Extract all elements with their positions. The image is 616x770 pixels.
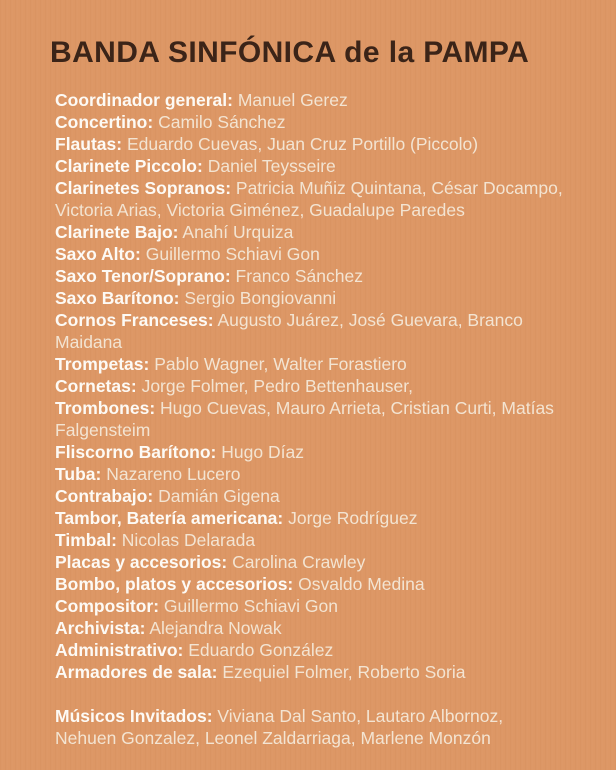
roster-line — [55, 463, 565, 485]
roster-value: Alejandra Nowak — [149, 618, 282, 638]
roster-line — [55, 133, 565, 155]
roster-value: Ezequiel Folmer, Roberto Soria — [222, 662, 466, 682]
roster-line — [55, 265, 565, 287]
roster-label: Saxo Alto: — [55, 244, 141, 264]
roster-label: Armadores de sala: — [55, 662, 218, 682]
roster-value: Carolina Crawley — [232, 552, 366, 572]
roster-value: Jorge Folmer, Pedro Bettenhauser, — [141, 376, 413, 396]
roster-line — [55, 89, 565, 111]
roster-label: Cornos Franceses: — [55, 310, 214, 330]
roster-value: Manuel Gerez — [237, 90, 348, 110]
roster-label: Tambor, Batería americana: — [55, 508, 284, 528]
roster-value: Anahí Urquiza — [182, 222, 294, 242]
page-title: BANDA SINFÓNICA de la PAMPA — [50, 36, 530, 69]
roster-line — [55, 243, 565, 265]
roster-line — [55, 529, 565, 551]
roster-label: Timbal: — [55, 530, 117, 550]
roster-label: Placas y accesorios: — [55, 552, 228, 572]
roster-label: Coordinador general: — [55, 90, 233, 110]
roster-label: Clarinetes Sopranos: — [55, 178, 232, 198]
roster-label: Tuba: — [55, 464, 102, 484]
roster-value: Nicolas Delarada — [121, 530, 256, 550]
roster-line — [55, 177, 565, 221]
roster-line — [55, 375, 565, 397]
roster-label: Bombo, platos y accesorios: — [55, 574, 294, 594]
roster-value: Nazareno Lucero — [106, 464, 241, 484]
roster-value: Camilo Sánchez — [158, 112, 286, 132]
roster-value: Hugo Díaz — [221, 442, 304, 462]
roster-line — [55, 661, 565, 683]
roster-value: Hugo Cuevas, Mauro Arrieta, Cristian Curti, Matías Falgensteim — [55, 398, 554, 440]
roster-line — [55, 353, 565, 375]
guests-line — [55, 705, 565, 749]
roster-label: Clarinete Bajo: — [55, 222, 179, 242]
roster-label: Archivista: — [55, 618, 146, 638]
roster-line — [55, 111, 565, 133]
roster-label: Compositor: — [55, 596, 160, 616]
roster-label: Administrativo: — [55, 640, 184, 660]
roster-label: Flautas: — [55, 134, 123, 154]
roster-line — [55, 617, 565, 639]
roster-value: Augusto Juárez, José Guevara, Branco Maidana — [55, 310, 523, 352]
roster-label: Contrabajo: — [55, 486, 154, 506]
roster-line — [55, 221, 565, 243]
roster-label: Clarinete Piccolo: — [55, 156, 203, 176]
roster-value: Patricia Muñiz Quintana, César Docampo, Victoria Arias, Victoria Giménez, Guadalupe Paredes — [55, 178, 563, 220]
roster-label: Trombones: — [55, 398, 156, 418]
roster-value: Sergio Bongiovanni — [184, 288, 337, 308]
roster-line — [55, 441, 565, 463]
roster-list — [50, 89, 565, 749]
roster-line — [55, 551, 565, 573]
roster-value: Daniel Teysseire — [207, 156, 336, 176]
roster-label: Saxo Tenor/Soprano: — [55, 266, 231, 286]
roster-line — [55, 595, 565, 617]
roster-value: Franco Sánchez — [235, 266, 363, 286]
guests-label: Músicos Invitados: — [55, 706, 213, 726]
roster-line — [55, 287, 565, 309]
roster-value: Pablo Wagner, Walter Forastiero — [154, 354, 407, 374]
roster-line — [55, 639, 565, 661]
roster-label: Concertino: — [55, 112, 154, 132]
roster-line — [55, 155, 565, 177]
roster-value: Eduardo Cuevas, Juan Cruz Portillo (Piccolo) — [126, 134, 479, 154]
roster-value: Jorge Rodríguez — [288, 508, 418, 528]
roster-line — [55, 309, 565, 353]
roster-label: Cornetas: — [55, 376, 137, 396]
roster-label: Fliscorno Barítono: — [55, 442, 217, 462]
roster-value: Guillermo Schiavi Gon — [145, 244, 320, 264]
roster-value: Damián Gigena — [158, 486, 280, 506]
guests-value: Viviana Dal Santo, Lautaro Albornoz, Nehuen Gonzalez, Leonel Zaldarriaga, Marlene Monzón — [55, 706, 504, 748]
roster-value: Guillermo Schiavi Gon — [163, 596, 339, 616]
roster-value: Eduardo González — [188, 640, 334, 660]
roster-label: Trompetas: — [55, 354, 150, 374]
roster-line — [55, 485, 565, 507]
roster-line — [55, 507, 565, 529]
roster-line — [55, 397, 565, 441]
roster-value: Osvaldo Medina — [298, 574, 425, 594]
roster-label: Saxo Barítono: — [55, 288, 180, 308]
poster-content — [50, 36, 570, 749]
roster-line — [55, 573, 565, 595]
